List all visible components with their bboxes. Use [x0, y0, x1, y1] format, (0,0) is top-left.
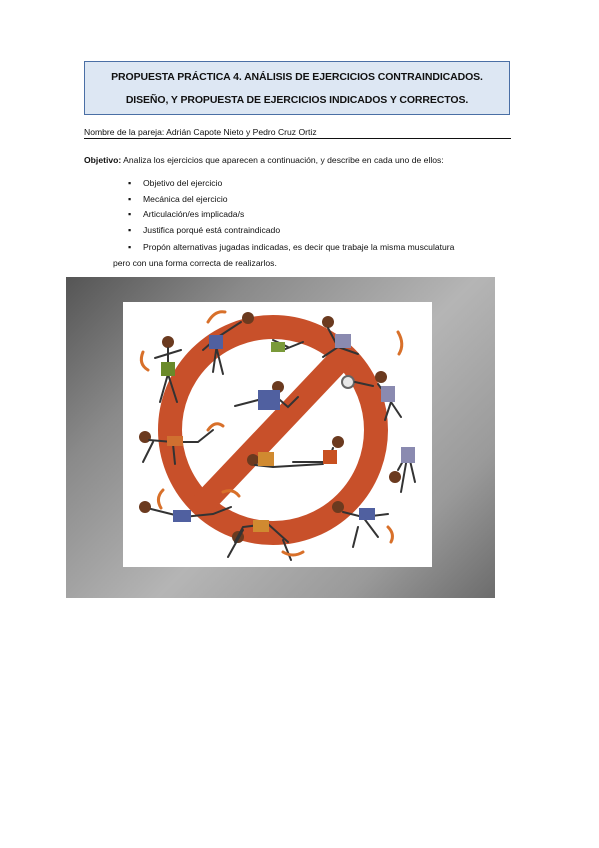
pair-names-line: Nombre de la pareja: Adrián Capote Nieto y Pedro Cruz Ortiz: [84, 127, 511, 139]
bullet-square-icon: [128, 240, 143, 256]
title-line-1: PROPUESTA PRÁCTICA 4. ANÁLISIS DE EJERCICIOS CONTRAINDICADOS.: [111, 71, 483, 83]
prohibition-sign-icon: [123, 302, 432, 567]
objective-text: Analiza los ejercicios que aparecen a continuación, y describe en cada uno de ellos:: [121, 155, 444, 165]
list-item: ▪ Objetivo del ejercicio: [128, 178, 488, 194]
bullet-list: [113, 178, 488, 271]
bullet-square-icon: [128, 209, 143, 225]
bullet-square-icon: [128, 194, 143, 210]
objective-paragraph: [84, 155, 524, 165]
bullet-square-icon: [128, 225, 143, 241]
objective-label: Objetivo:: [84, 155, 122, 165]
contraindicated-exercises-illustration: [123, 302, 432, 567]
bullet-square-icon: [128, 178, 143, 194]
list-item: ▪ Articulación/es implicada/s: [128, 209, 488, 225]
list-item: ▪ Mecánica del ejercicio: [128, 194, 488, 210]
title-box: [84, 61, 510, 115]
list-item: ▪Propón alternativas jugadas indicadas, es decir que trabaje la misma musculatura pero con una forma correcta de realizarlos.: [128, 240, 488, 271]
list-item: ▪ Justifica porqué está contraindicado: [128, 225, 488, 241]
title-line-2: DISEÑO, Y PROPUESTA DE EJERCICIOS INDICADOS Y CORRECTOS.: [125, 94, 469, 106]
